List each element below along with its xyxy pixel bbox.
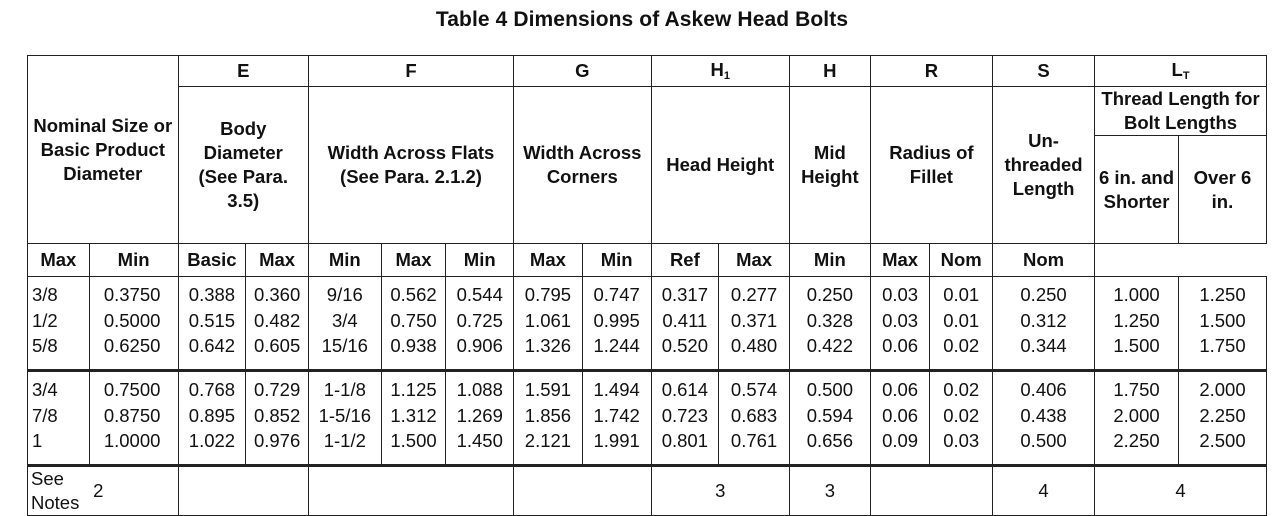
cell-value: 1.750 <box>1199 335 1246 357</box>
cell-value: 1.450 <box>456 430 503 452</box>
header-thread-6in-shorter: 6 in. and Shorter <box>1095 136 1179 244</box>
cell-value: 9/16 <box>326 284 363 305</box>
cell-value: 0.388 <box>188 284 236 305</box>
cell-value: 0.411 <box>662 309 708 331</box>
notes-row <box>28 466 1267 516</box>
cell-lt-short <box>1095 277 1179 371</box>
cell-basic <box>89 277 178 371</box>
cell-lt-short <box>1095 371 1179 466</box>
cell-value: 0.328 <box>806 309 853 331</box>
cell-value: 0.801 <box>661 430 708 452</box>
header-nominal-size: Nominal Size or Basic Product Diameter <box>28 56 179 244</box>
cell-value: 0.852 <box>253 404 301 426</box>
cell-value: 3/4 <box>32 379 58 400</box>
cell-value: 0.614 <box>661 379 708 400</box>
header-letter-lt <box>1095 56 1267 87</box>
cell-h-ref <box>789 277 870 371</box>
cell-value: 1.022 <box>188 430 236 452</box>
cell-f-max <box>381 371 446 466</box>
cell-value: 0.06 <box>882 335 919 357</box>
subheader-s-max: Max <box>870 244 930 277</box>
cell-f-basic <box>308 277 381 371</box>
cell-g-min <box>582 371 651 466</box>
cell-value: 0.09 <box>882 430 919 452</box>
cell-value: 1 <box>32 430 43 452</box>
header-letter-h1-subscript: 1 <box>723 69 730 82</box>
cell-value: 0.480 <box>730 335 778 357</box>
notes-label: See Notes <box>28 466 90 516</box>
cell-value: 2.500 <box>1199 430 1246 452</box>
header-thread-over-6in: Over 6 in. <box>1178 136 1266 244</box>
cell-value: 0.06 <box>882 404 919 426</box>
header-width-across-corners: Width Across Corners <box>514 87 651 244</box>
cell-value: 0.895 <box>188 404 236 426</box>
cell-value: 0.520 <box>661 335 708 357</box>
cell-value: 0.723 <box>661 404 708 426</box>
cell-e-max <box>178 371 246 466</box>
table-row-group <box>28 371 1267 466</box>
cell-value: 1.244 <box>593 335 640 357</box>
subheader-r-min: Min <box>789 244 870 277</box>
cell-value: 1-1/2 <box>323 430 366 452</box>
cell-size <box>28 371 90 466</box>
cell-size <box>28 277 90 371</box>
cell-value: 1.061 <box>524 309 572 331</box>
cell-value: 0.768 <box>188 379 236 400</box>
subheader-e-max: Max <box>28 244 90 277</box>
cell-value: 0.500 <box>1020 430 1067 452</box>
subheader-h1-min: Min <box>582 244 651 277</box>
cell-value: 2.000 <box>1113 404 1160 426</box>
notes-g <box>514 466 651 516</box>
header-letter-f: F <box>308 56 513 87</box>
cell-value: 0.250 <box>806 284 853 305</box>
header-letter-r: R <box>870 56 992 87</box>
subheader-f-min: Min <box>308 244 381 277</box>
table-body <box>28 277 1267 516</box>
cell-s-max <box>993 371 1095 466</box>
header-letter-h: H <box>789 56 870 87</box>
cell-value: 0.656 <box>806 430 853 452</box>
cell-value: 1.500 <box>1199 309 1246 331</box>
cell-value: 1.326 <box>524 335 572 357</box>
notes-h: 3 <box>789 466 870 516</box>
notes-e <box>178 466 308 516</box>
cell-value: 1.591 <box>524 379 572 400</box>
cell-value: 1.500 <box>1113 335 1160 357</box>
cell-value: 0.482 <box>253 309 301 331</box>
cell-s-max <box>993 277 1095 371</box>
cell-value: 1.088 <box>456 379 503 400</box>
dimensions-table <box>27 55 1267 516</box>
cell-value: 1/2 <box>32 309 58 331</box>
cell-value: 0.277 <box>730 284 778 305</box>
cell-value: 1.125 <box>390 379 437 400</box>
cell-f-min <box>446 371 514 466</box>
cell-e-min <box>246 371 309 466</box>
cell-value: 0.438 <box>1020 404 1067 426</box>
cell-value: 1-1/8 <box>323 379 366 400</box>
cell-g-max <box>514 277 583 371</box>
cell-value: 2.250 <box>1199 404 1246 426</box>
cell-value: 0.7500 <box>103 379 161 400</box>
notes-h1: 3 <box>651 466 789 516</box>
cell-value: 0.562 <box>390 284 437 305</box>
cell-value: 0.795 <box>524 284 572 305</box>
subheader-g-min: Min <box>446 244 514 277</box>
cell-value: 0.729 <box>253 379 301 400</box>
cell-value: 1.0000 <box>103 430 161 452</box>
subheader-f-basic: Basic <box>178 244 246 277</box>
cell-value: 0.3750 <box>103 284 161 305</box>
header-radius-of-fillet: Radius of Fillet <box>870 87 992 244</box>
notes-s: 4 <box>993 466 1095 516</box>
header-thread-length: Thread Length for Bolt Lengths <box>1095 87 1267 136</box>
cell-basic <box>89 371 178 466</box>
cell-value: 0.906 <box>456 335 503 357</box>
subheader-g-max: Max <box>381 244 446 277</box>
cell-value: 0.995 <box>593 309 640 331</box>
cell-value: 0.515 <box>188 309 236 331</box>
cell-value: 7/8 <box>32 404 58 426</box>
header-letter-e: E <box>178 56 308 87</box>
header-body-diameter: Body Diameter (See Para. 3.5) <box>178 87 308 244</box>
cell-h1-max <box>651 371 719 466</box>
cell-e-min <box>246 277 309 371</box>
cell-value: 0.747 <box>593 284 640 305</box>
notes-r <box>870 466 992 516</box>
cell-value: 0.02 <box>943 404 980 426</box>
cell-r-max <box>870 277 930 371</box>
notes-nominal: 2 <box>89 466 178 516</box>
header-letter-h1-main: H <box>710 58 724 80</box>
cell-value: 0.360 <box>253 284 301 305</box>
header-letter-s: S <box>993 56 1095 87</box>
cell-value: 0.544 <box>456 284 503 305</box>
cell-value: 1.750 <box>1113 379 1160 400</box>
cell-value: 0.06 <box>882 379 919 400</box>
cell-value: 3/8 <box>32 284 58 305</box>
cell-value: 0.5000 <box>103 309 161 331</box>
cell-value: 1.742 <box>593 404 640 426</box>
cell-value: 0.02 <box>943 335 980 357</box>
cell-value: 0.406 <box>1020 379 1067 400</box>
cell-value: 0.683 <box>730 404 778 426</box>
header-letter-lt-main: L <box>1171 58 1183 80</box>
cell-value: 1-5/16 <box>318 404 372 426</box>
cell-f-min <box>446 277 514 371</box>
cell-value: 0.312 <box>1020 309 1067 331</box>
cell-value: 0.605 <box>253 335 301 357</box>
cell-value: 1.250 <box>1199 284 1246 305</box>
cell-value: 1.494 <box>593 379 640 400</box>
subheader-lt-over-nom: Nom <box>993 244 1095 277</box>
cell-value: 0.574 <box>730 379 778 400</box>
header-unthreaded-length: Un-threaded Length <box>993 87 1095 244</box>
cell-value: 0.02 <box>943 379 980 400</box>
cell-value: 0.750 <box>390 309 437 331</box>
subheader-h-ref: Ref <box>651 244 719 277</box>
cell-value: 0.422 <box>806 335 853 357</box>
notes-f <box>308 466 513 516</box>
cell-value: 1.269 <box>456 404 503 426</box>
cell-value: 0.938 <box>390 335 437 357</box>
cell-value: 0.317 <box>661 284 708 305</box>
cell-value: 1.856 <box>524 404 572 426</box>
cell-f-basic <box>308 371 381 466</box>
cell-h1-min <box>719 277 790 371</box>
cell-value: 0.594 <box>806 404 853 426</box>
cell-value: 0.8750 <box>103 404 161 426</box>
cell-value: 0.6250 <box>103 335 161 357</box>
cell-value: 1.250 <box>1113 309 1160 331</box>
cell-h1-max <box>651 277 719 371</box>
table-row-group <box>28 277 1267 371</box>
cell-value: 0.371 <box>730 309 778 331</box>
cell-value: 15/16 <box>321 335 368 357</box>
cell-value: 5/8 <box>32 335 58 357</box>
cell-value: 1.991 <box>593 430 640 452</box>
cell-value: 3/4 <box>331 309 358 331</box>
cell-value: 0.976 <box>253 430 301 452</box>
header-letter-h1 <box>651 56 789 87</box>
cell-value: 0.761 <box>730 430 778 452</box>
cell-r-max <box>870 371 930 466</box>
cell-value: 0.03 <box>882 284 919 305</box>
cell-f-max <box>381 277 446 371</box>
cell-value: 2.121 <box>524 430 572 452</box>
cell-value: 0.01 <box>943 284 980 305</box>
cell-g-min <box>582 277 651 371</box>
cell-value: 0.03 <box>882 309 919 331</box>
cell-r-min <box>930 277 993 371</box>
subheader-r-max: Max <box>719 244 790 277</box>
cell-value: 0.03 <box>943 430 980 452</box>
subheader-lt-short-nom: Nom <box>930 244 993 277</box>
cell-value: 0.500 <box>806 379 853 400</box>
cell-h-ref <box>789 371 870 466</box>
cell-e-max <box>178 277 246 371</box>
cell-lt-over <box>1178 277 1266 371</box>
cell-value: 1.000 <box>1113 284 1160 305</box>
header-letter-g: G <box>514 56 651 87</box>
cell-value: 0.344 <box>1020 335 1067 357</box>
subheader-f-max: Max <box>246 244 309 277</box>
subheader-h1-max: Max <box>514 244 583 277</box>
cell-value: 0.725 <box>456 309 503 331</box>
table-title: Table 4 Dimensions of Askew Head Bolts <box>435 8 849 31</box>
header-letter-lt-subscript: T <box>1182 69 1190 82</box>
cell-r-min <box>930 371 993 466</box>
cell-value: 1.500 <box>390 430 437 452</box>
notes-lt: 4 <box>1095 466 1267 516</box>
cell-lt-over <box>1178 371 1266 466</box>
cell-g-max <box>514 371 583 466</box>
header-head-height: Head Height <box>651 87 789 244</box>
header-mid-height: Mid Height <box>789 87 870 244</box>
cell-value: 1.312 <box>390 404 437 426</box>
cell-value: 0.01 <box>943 309 980 331</box>
cell-value: 2.250 <box>1113 430 1160 452</box>
subheader-e-min: Min <box>89 244 178 277</box>
header-width-across-flats: Width Across Flats (See Para. 2.1.2) <box>308 87 513 244</box>
cell-value: 2.000 <box>1199 379 1246 400</box>
cell-value: 0.642 <box>188 335 236 357</box>
cell-value: 0.250 <box>1020 284 1067 305</box>
cell-h1-min <box>719 371 790 466</box>
